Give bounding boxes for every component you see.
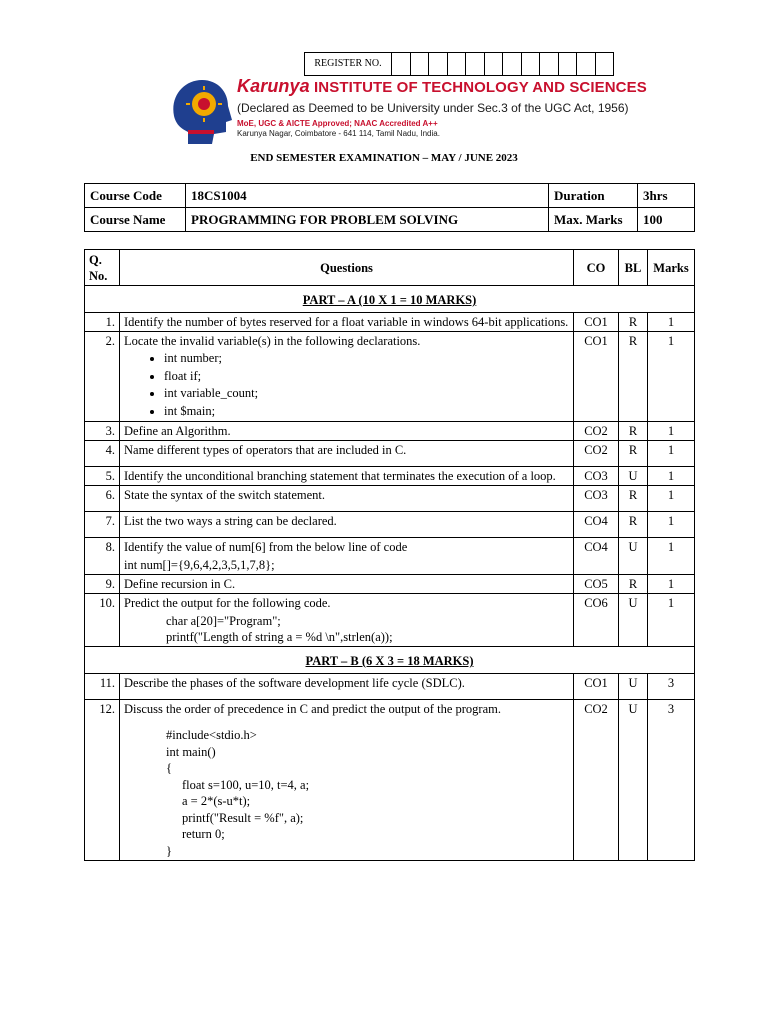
code-line: printf("Length of string a = %d \n",strlen(a)); [166, 630, 393, 644]
question-number: 9. [85, 575, 120, 594]
question-number: 12. [85, 700, 120, 861]
question-bl: U [619, 674, 648, 700]
part-b-heading: PART – B (6 X 3 = 18 MARKS) [85, 647, 695, 674]
question-row [85, 441, 695, 467]
header-qno: Q. No. [85, 250, 120, 286]
question-co: CO4 [574, 512, 619, 538]
institute-header [237, 76, 647, 138]
register-cell [411, 53, 430, 75]
question-row [85, 594, 695, 647]
question-cell [120, 538, 574, 575]
question-row [85, 467, 695, 486]
question-marks: 1 [648, 332, 695, 422]
question-marks: 1 [648, 467, 695, 486]
code-line: a = 2*(s-u*t); [182, 794, 251, 808]
question-cell [120, 332, 574, 422]
institute-declaration: (Declared as Deemed to be University under Sec.3 of the UGC Act, 1956) [237, 101, 629, 115]
course-info-table [84, 183, 695, 232]
question-number: 8. [85, 538, 120, 575]
max-marks: 100 [638, 208, 695, 232]
question-marks: 1 [648, 538, 695, 575]
question-row [85, 575, 695, 594]
question-text: State the syntax of the switch statement. [120, 486, 574, 512]
question-number: 1. [85, 313, 120, 332]
course-code: 18CS1004 [186, 184, 549, 208]
institute-logo-icon [166, 76, 234, 148]
course-name-label: Course Name [85, 208, 186, 232]
question-co: CO3 [574, 486, 619, 512]
question-row [85, 538, 695, 575]
question-row [85, 512, 695, 538]
register-number-box [304, 52, 614, 76]
question-marks: 1 [648, 486, 695, 512]
question-number: 6. [85, 486, 120, 512]
question-co: CO4 [574, 538, 619, 575]
exam-title: END SEMESTER EXAMINATION – MAY / JUNE 2023 [250, 152, 518, 164]
code-line: int main() [166, 744, 216, 759]
code-line: int num[]={9,6,4,2,3,5,1,7,8}; [124, 558, 275, 572]
question-row [85, 486, 695, 512]
list-item: • float if; [164, 368, 569, 386]
register-cell [540, 53, 559, 75]
question-marks: 1 [648, 594, 695, 647]
max-marks-label: Max. Marks [549, 208, 638, 232]
question-text: Predict the output for the following code. [124, 596, 331, 610]
header-bl: BL [619, 250, 648, 286]
question-number: 2. [85, 332, 120, 422]
question-text: Identify the value of num[6] from the below line of code [124, 540, 408, 554]
institute-name-rest: INSTITUTE OF TECHNOLOGY AND SCIENCES [314, 79, 647, 96]
question-marks: 1 [648, 512, 695, 538]
code-line: return 0; [182, 827, 225, 841]
question-marks: 3 [648, 700, 695, 861]
code-line: char a[20]="Program"; [166, 614, 281, 628]
question-number: 4. [85, 441, 120, 467]
question-co: CO3 [574, 467, 619, 486]
question-co: CO1 [574, 674, 619, 700]
question-text: Define recursion in C. [120, 575, 574, 594]
register-cell [503, 53, 522, 75]
code-block [124, 727, 569, 859]
header-marks: Marks [648, 250, 695, 286]
code-line: #include<stdio.h> [166, 728, 257, 742]
question-text: Discuss the order of precedence in C and predict the output of the program. [124, 702, 501, 716]
question-marks: 1 [648, 313, 695, 332]
institute-name [237, 76, 647, 97]
declaration-list [124, 350, 569, 420]
code-line: printf("Result = %f", a); [182, 810, 304, 825]
question-co: CO2 [574, 700, 619, 861]
institute-address: Karunya Nagar, Coimbatore - 641 114, Tamil Nadu, India. [237, 129, 440, 138]
course-name: PROGRAMMING FOR PROBLEM SOLVING [186, 208, 549, 232]
questions-table [84, 249, 695, 861]
question-co: CO1 [574, 332, 619, 422]
code-line: { [166, 761, 172, 775]
question-marks: 1 [648, 575, 695, 594]
question-cell [120, 700, 574, 861]
register-cell [559, 53, 578, 75]
question-marks: 1 [648, 422, 695, 441]
question-bl: R [619, 313, 648, 332]
question-row [85, 313, 695, 332]
register-cell [596, 53, 614, 75]
question-marks: 3 [648, 674, 695, 700]
register-cell [448, 53, 467, 75]
institute-approval: MoE, UGC & AICTE Approved; NAAC Accredited A++ [237, 119, 438, 128]
register-cell [485, 53, 504, 75]
question-co: CO2 [574, 422, 619, 441]
question-row [85, 700, 695, 861]
question-text: Identify the number of bytes reserved for a float variable in windows 64-bit applications. [120, 313, 574, 332]
question-co: CO6 [574, 594, 619, 647]
question-bl: U [619, 538, 648, 575]
question-bl: R [619, 486, 648, 512]
question-bl: R [619, 512, 648, 538]
register-cell [466, 53, 485, 75]
question-number: 11. [85, 674, 120, 700]
part-a-heading: PART – A (10 X 1 = 10 MARKS) [85, 286, 695, 313]
question-bl: R [619, 575, 648, 594]
code-line: float s=100, u=10, t=4, a; [182, 777, 310, 792]
question-marks: 1 [648, 441, 695, 467]
register-cell [577, 53, 596, 75]
code-line: } [166, 843, 172, 858]
question-row [85, 422, 695, 441]
duration: 3hrs [638, 184, 695, 208]
list-item: • int variable_count; [164, 385, 569, 403]
question-number: 10. [85, 594, 120, 647]
register-cell [522, 53, 541, 75]
register-cell [429, 53, 448, 75]
question-text: Locate the invalid variable(s) in the following declarations. [124, 334, 421, 348]
question-text: List the two ways a string can be declared. [120, 512, 574, 538]
header-questions: Questions [120, 250, 574, 286]
course-code-label: Course Code [85, 184, 186, 208]
question-text: Describe the phases of the software development life cycle (SDLC). [120, 674, 574, 700]
question-bl: U [619, 467, 648, 486]
list-item: • int number; [164, 350, 569, 368]
question-text: Identify the unconditional branching statement that terminates the execution of a loop. [120, 467, 574, 486]
question-bl: U [619, 594, 648, 647]
question-co: CO2 [574, 441, 619, 467]
question-bl: R [619, 441, 648, 467]
question-cell [120, 594, 574, 647]
question-row [85, 332, 695, 422]
question-number: 3. [85, 422, 120, 441]
question-number: 7. [85, 512, 120, 538]
question-co: CO5 [574, 575, 619, 594]
register-number-label: REGISTER NO. [305, 53, 392, 75]
question-bl: U [619, 700, 648, 861]
question-text: Name different types of operators that are included in C. [120, 441, 574, 467]
question-number: 5. [85, 467, 120, 486]
register-cell [392, 53, 411, 75]
question-co: CO1 [574, 313, 619, 332]
header-co: CO [574, 250, 619, 286]
question-text: Define an Algorithm. [120, 422, 574, 441]
list-item: • int $main; [164, 403, 569, 421]
question-row [85, 674, 695, 700]
duration-label: Duration [549, 184, 638, 208]
institute-brand: Karunya [237, 76, 310, 96]
question-bl: R [619, 332, 648, 422]
question-bl: R [619, 422, 648, 441]
